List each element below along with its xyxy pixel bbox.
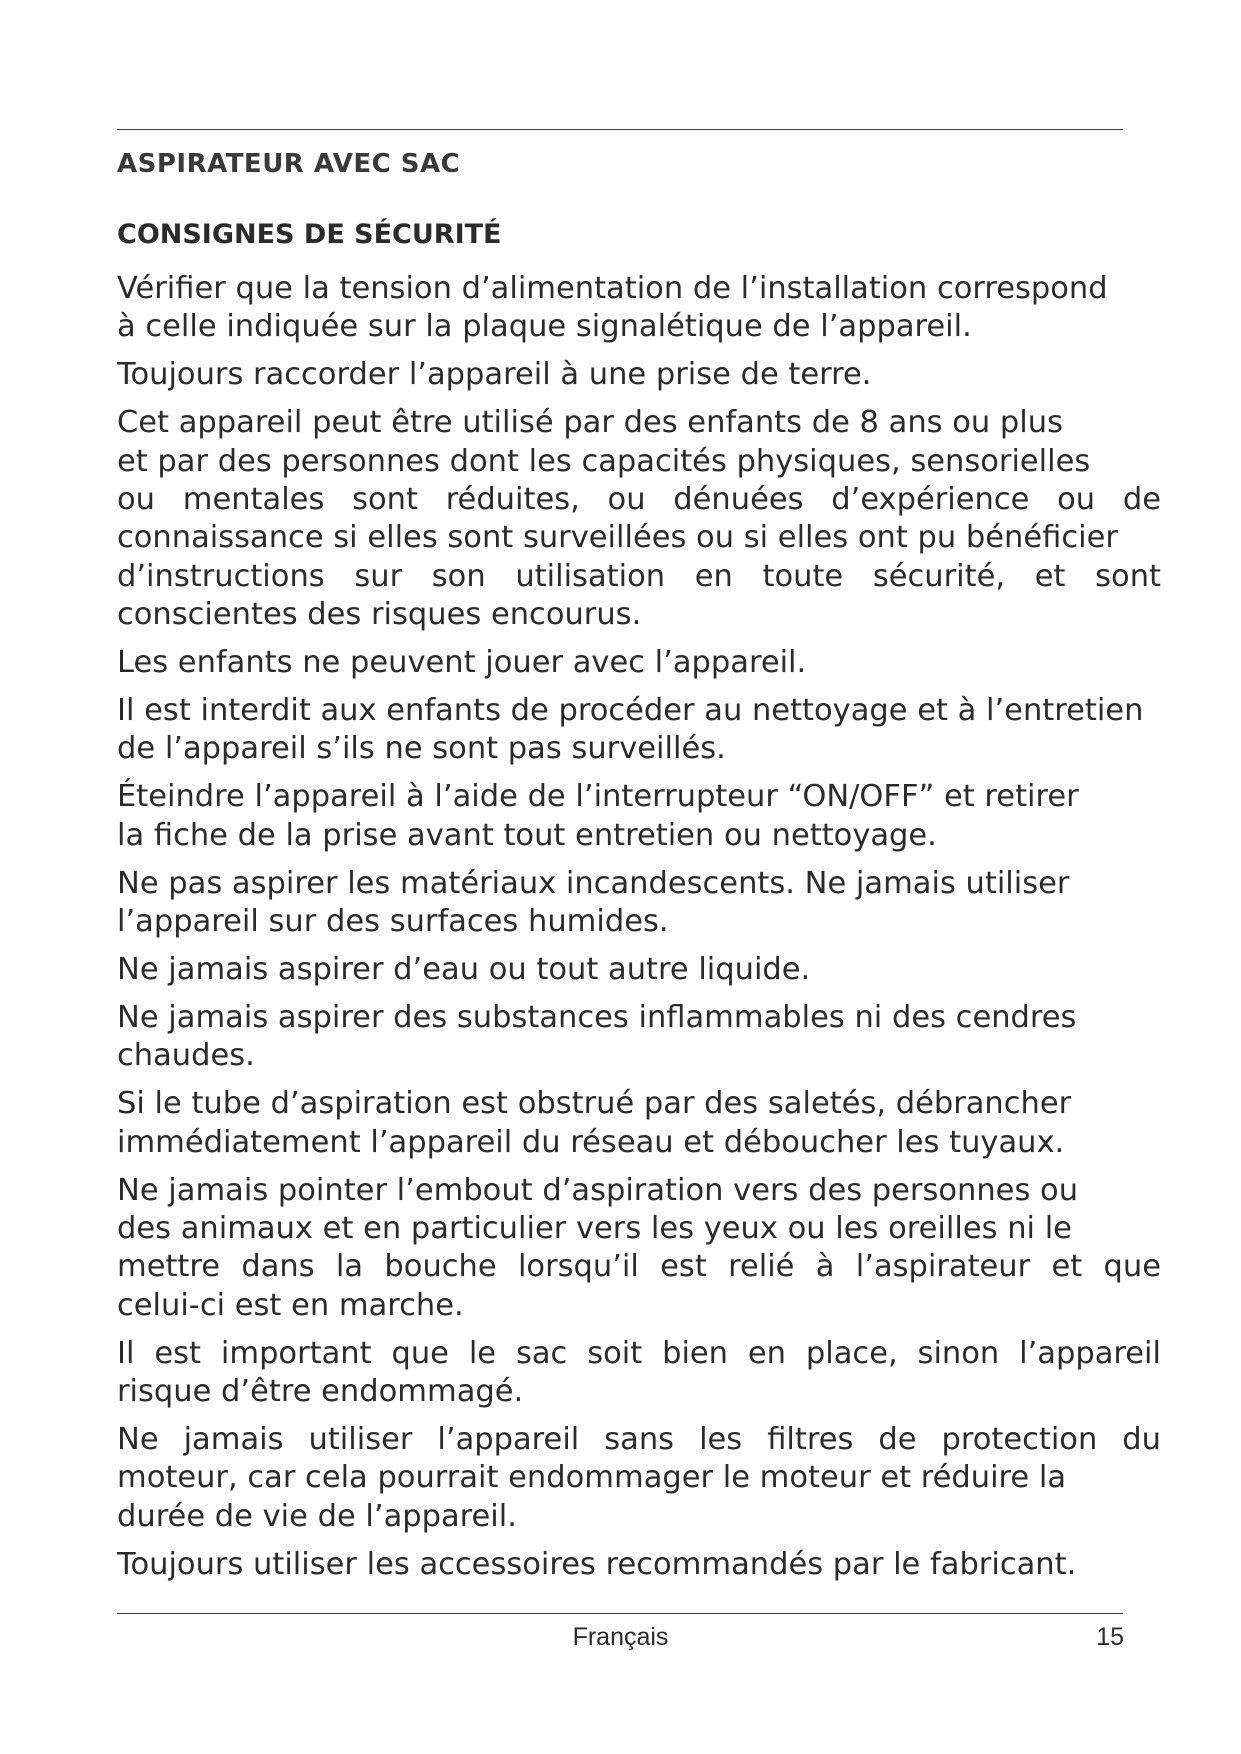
instruction-line: connaissance si elles sont surveillées ou si elles ont pu bénéficier [117,520,1118,556]
instruction-line: Ne jamais pointer l’embout d’aspiration vers des personnes ou [117,1172,1079,1208]
section-title: CONSIGNES DE SÉCURITÉ [117,219,502,250]
instruction-line: mettre dans la bouche lorsqu’il est relié à l’aspirateur et que [117,1249,1161,1285]
instruction-line: chaudes. [117,1038,255,1074]
footer-language: Français [572,1623,669,1651]
instruction-line: celui-ci est en marche. [117,1287,464,1323]
top-divider [117,129,1123,130]
instruction-paragraph [117,1421,1161,1536]
instruction-paragraph [117,865,1161,942]
product-title: ASPIRATEUR AVEC SAC [117,149,461,179]
instruction-line: et par des personnes dont les capacités physiques, sensorielles [117,443,1091,479]
instruction-paragraph [117,951,1161,989]
instruction-line: Il est interdit aux enfants de procéder au nettoyage et à l’entretien [117,693,1144,729]
instruction-line: durée de vie de l’appareil. [117,1498,517,1534]
instruction-paragraph [117,778,1161,855]
instruction-line: conscientes des risques encourus. [117,597,642,633]
bottom-divider [117,1613,1123,1614]
instruction-line: Vérifier que la tension d’alimentation de l’installation correspond [117,271,1108,306]
instruction-paragraph [117,1085,1161,1162]
instruction-line: Cet appareil peut être utilisé par des enfants de 8 ans ou plus [117,405,1063,441]
instruction-line: Si le tube d’aspiration est obstrué par des saletés, débrancher [117,1086,1072,1122]
instruction-paragraph [117,1172,1161,1326]
instruction-line: Il est important que le sac soit bien en place, sinon l’appareil [117,1335,1161,1371]
instruction-line: d’instructions sur son utilisation en toute sécurité, et sont [117,558,1161,594]
instruction-line: risque d’être endommagé. [117,1374,524,1410]
instruction-line: l’appareil sur des surfaces humides. [117,904,669,940]
instruction-paragraph [117,270,1161,347]
instruction-line: Éteindre l’appareil à l’aide de l’interrupteur “ON/OFF” et retirer [117,779,1079,815]
instruction-line: immédiatement l’appareil du réseau et déboucher les tuyaux. [117,1124,1065,1160]
instruction-line: ou mentales sont réduites, ou dénuées d’expérience ou de [117,482,1161,518]
instruction-line: Ne jamais aspirer des substances inflammables ni des cendres [117,999,1077,1035]
instruction-line: Ne jamais aspirer d’eau ou tout autre liquide. [117,952,811,987]
instruction-paragraph [117,356,1161,394]
instruction-line: la fiche de la prise avant tout entretien ou nettoyage. [117,817,937,853]
instruction-line: Ne pas aspirer les matériaux incandescents. Ne jamais utiliser [117,865,1070,901]
page-number: 15 [1096,1623,1124,1651]
instruction-line: Les enfants ne peuvent jouer avec l’appareil. [117,645,807,681]
instruction-line: de l’appareil s’ils ne sont pas surveillés. [117,731,726,767]
safety-instructions [117,270,1161,1594]
instruction-paragraph [117,644,1161,682]
instruction-line: des animaux et en particulier vers les yeux ou les oreilles ni le [117,1210,1072,1246]
instruction-paragraph [117,1546,1161,1584]
instruction-line: moteur, car cela pourrait endommager le moteur et réduire la [117,1460,1067,1496]
instruction-paragraph [117,1335,1161,1412]
instruction-paragraph [117,999,1161,1076]
instruction-line: Ne jamais utiliser l’appareil sans les filtres de protection du [117,1421,1161,1457]
instruction-paragraph [117,692,1161,769]
instruction-line: Toujours utiliser les accessoires recommandés par le fabricant. [117,1546,1077,1582]
instruction-line: Toujours raccorder l’appareil à une prise de terre. [117,357,872,393]
instruction-line: à celle indiquée sur la plaque signalétique de l’appareil. [117,309,972,345]
instruction-paragraph [117,404,1161,634]
